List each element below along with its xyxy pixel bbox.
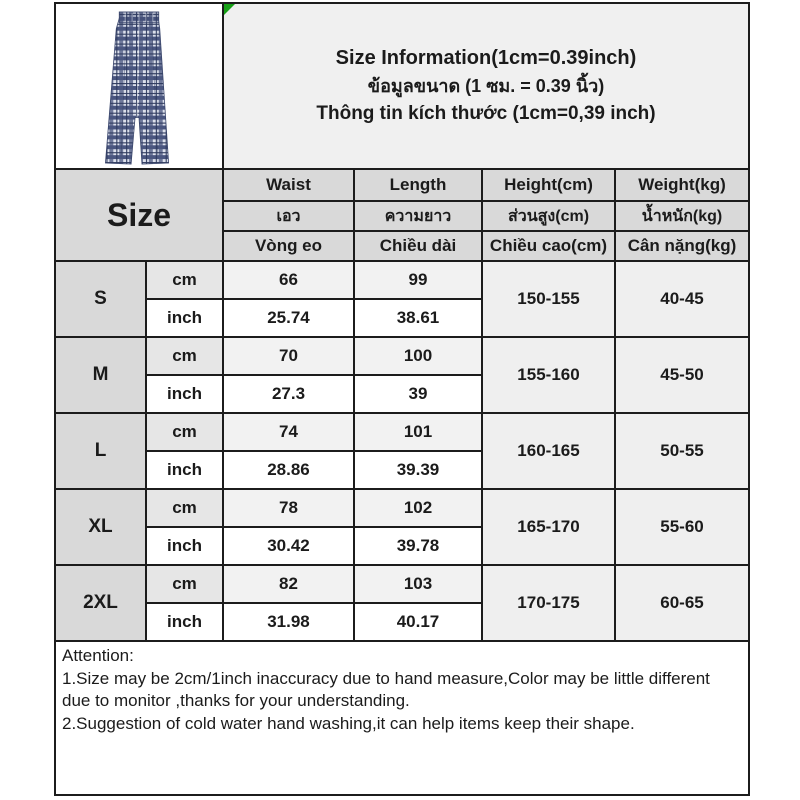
value-l-waist-inch: 28.86 xyxy=(223,451,354,489)
title-cell xyxy=(223,3,749,169)
unit-label-inch: inch xyxy=(146,603,223,641)
size-label-s: S xyxy=(55,261,146,337)
size-table xyxy=(54,2,750,796)
size-label-l: L xyxy=(55,413,146,489)
col-header-length-en: Length xyxy=(354,169,482,201)
value-xl-waist-inch: 30.42 xyxy=(223,527,354,565)
value-m-waist-inch: 27.3 xyxy=(223,375,354,413)
title-line-en: Size Information(1cm=0.39inch) xyxy=(335,47,637,70)
value-xl-height: 165-170 xyxy=(482,489,615,565)
col-header-weight-en: Weight(kg) xyxy=(615,169,749,201)
size-label-xl: XL xyxy=(55,489,146,565)
attention-line-2: 2.Suggestion of cold water hand washing,it can help items keep their shape. xyxy=(62,713,635,733)
unit-label-inch: inch xyxy=(146,299,223,337)
col-header-height-vi: Chiều cao(cm) xyxy=(482,231,615,261)
value-2xl-height: 170-175 xyxy=(482,565,615,641)
value-xl-waist-cm: 78 xyxy=(223,489,354,527)
col-header-weight-vi: Cân nặng(kg) xyxy=(615,231,749,261)
table-row xyxy=(55,565,749,603)
title-line-vi: Thông tin kích thước (1cm=0,39 inch) xyxy=(316,103,656,125)
col-header-height-th: ส่วนสูง(cm) xyxy=(482,201,615,231)
unit-label-cm: cm xyxy=(146,337,223,375)
value-l-length-cm: 101 xyxy=(354,413,482,451)
value-s-height: 150-155 xyxy=(482,261,615,337)
value-m-waist-cm: 70 xyxy=(223,337,354,375)
attention-note-cell xyxy=(55,641,749,795)
attention-heading: Attention: xyxy=(62,646,134,665)
value-m-length-cm: 100 xyxy=(354,337,482,375)
comment-marker-icon xyxy=(224,4,235,15)
value-xl-length-cm: 102 xyxy=(354,489,482,527)
col-header-length-vi: Chiều dài xyxy=(354,231,482,261)
value-s-length-inch: 38.61 xyxy=(354,299,482,337)
col-header-waist-th: เอว xyxy=(223,201,354,231)
table-row xyxy=(55,337,749,375)
value-s-waist-cm: 66 xyxy=(223,261,354,299)
col-header-height-en: Height(cm) xyxy=(482,169,615,201)
size-header-label: Size xyxy=(55,169,223,261)
value-xl-weight: 55-60 xyxy=(615,489,749,565)
table-row xyxy=(55,261,749,299)
col-header-weight-th: น้ำหนัก(kg) xyxy=(615,201,749,231)
col-header-length-th: ความยาว xyxy=(354,201,482,231)
size-label-2xl: 2XL xyxy=(55,565,146,641)
unit-label-cm: cm xyxy=(146,413,223,451)
size-chart-sheet xyxy=(54,2,748,796)
value-xl-length-inch: 39.78 xyxy=(354,527,482,565)
value-m-height: 155-160 xyxy=(482,337,615,413)
value-l-length-inch: 39.39 xyxy=(354,451,482,489)
table-row xyxy=(55,413,749,451)
attention-line-1: 1.Size may be 2cm/1inch inaccuracy due to hand measure,Color may be little different due to monitor ,thanks for your understanding. xyxy=(62,668,710,711)
value-m-length-inch: 39 xyxy=(354,375,482,413)
value-2xl-weight: 60-65 xyxy=(615,565,749,641)
value-l-waist-cm: 74 xyxy=(223,413,354,451)
product-image-cell xyxy=(55,3,223,169)
col-header-waist-en: Waist xyxy=(223,169,354,201)
unit-label-inch: inch xyxy=(146,375,223,413)
unit-label-cm: cm xyxy=(146,565,223,603)
unit-label-cm: cm xyxy=(146,261,223,299)
value-2xl-waist-inch: 31.98 xyxy=(223,603,354,641)
size-label-m: M xyxy=(55,337,146,413)
value-s-weight: 40-45 xyxy=(615,261,749,337)
value-s-length-cm: 99 xyxy=(354,261,482,299)
title-line-th: ข้อมูลขนาด (1 ซม. = 0.39 นิ้ว) xyxy=(367,76,605,97)
value-m-weight: 45-50 xyxy=(615,337,749,413)
unit-label-cm: cm xyxy=(146,489,223,527)
value-2xl-length-cm: 103 xyxy=(354,565,482,603)
table-row xyxy=(55,489,749,527)
value-s-waist-inch: 25.74 xyxy=(223,299,354,337)
unit-label-inch: inch xyxy=(146,527,223,565)
plaid-pants-image xyxy=(78,7,200,167)
value-2xl-waist-cm: 82 xyxy=(223,565,354,603)
value-2xl-length-inch: 40.17 xyxy=(354,603,482,641)
value-l-height: 160-165 xyxy=(482,413,615,489)
value-l-weight: 50-55 xyxy=(615,413,749,489)
col-header-waist-vi: Vòng eo xyxy=(223,231,354,261)
unit-label-inch: inch xyxy=(146,451,223,489)
